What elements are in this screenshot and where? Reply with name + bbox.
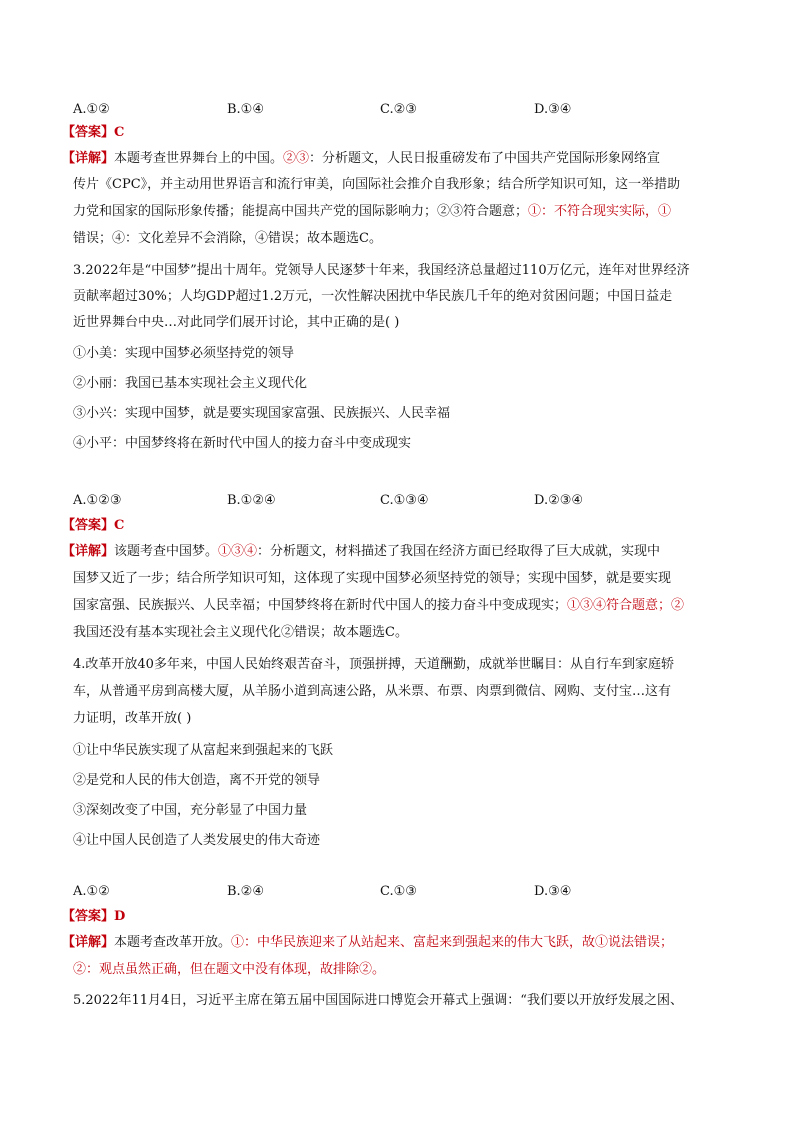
text-run: 传片《CPC》，并主动用世界语言和流行审美，向国际社会推介自我形象；结合所学知识可知，这一举措助 [73,177,681,192]
text-run: 力党和国家的国际形象传播；能提高中国共产党的国际影响力；②③符合题意； [73,204,529,219]
answer-label: 【答案】 [62,518,115,533]
q4-answer [62,908,712,926]
text-run: ①③④ [218,544,258,559]
text-run: ②③ [283,151,310,166]
q3-stem-line-0: 3.2022年是“中国梦”提出十周年。党领导人民逐梦十年来，我国经济总量超过110万亿元，连年对世界经济 [73,263,690,278]
q4-statement-3: ③深刻改变了中国，充分彰显了中国力量 [73,803,308,818]
q4-option-c: C.①③ [380,884,417,899]
text-run: 国家富强、民族振兴、人民幸福；中国梦终将在新时代中国人的接力奋斗中变成现实； [73,598,568,613]
q4-detail-line-1 [73,961,723,979]
q5-stem-line-0: 5.2022年11月4日，习近平主席在第五届中国国际进口博览会开幕式上强调：“我们要以开放纾发展之困、 [73,993,683,1008]
q3-detail-line-2 [73,597,723,615]
answer-label: 【答案】 [62,909,115,924]
q3-statement-1: ①小美：实现中国梦必须坚持党的领导 [73,346,295,361]
q3-detail-line-3 [73,624,723,642]
q2-answer [62,124,712,142]
text-run: ①③④符合题意；② [567,598,685,613]
text-run: 该题考查中国梦。 [114,544,219,559]
q3-stem-line-1: 贡献率超过30%；人均GDP超过1.2万元，一次性解决困扰中华民族几千年的绝对贫困问题；中国日益走 [73,289,673,304]
q3-option-d: D.②③④ [534,493,584,508]
text-run: 本题考查世界舞台上的中国。 [114,151,284,166]
q3-option-b: B.①②④ [227,493,276,508]
q3-option-c: C.①③④ [380,493,429,508]
text-run: ①：中华民族迎来了从站起来、富起来到强起来的伟大飞跃，故①说法错误； [231,935,674,950]
q4-detail-line-0 [62,934,712,952]
q2-detail-line-1 [73,176,723,194]
text-run: ①：不符合现实实际，① [528,204,672,219]
q2-detail-line-3 [73,230,723,248]
q3-answer [62,517,712,535]
q3-stem-line-2: 近世界舞台中央…对此同学们展开讨论，其中正确的是( ) [73,315,400,330]
answer-value: D [114,909,126,924]
q4-option-b: B.②④ [227,884,264,899]
q3-statement-3: ③小兴：实现中国梦，就是要实现国家富强、民族振兴、人民幸福 [73,406,451,421]
answer-value: C [114,125,125,140]
text-run: 国梦又近了一步；结合所学知识可知，这体现了实现中国梦必须坚持党的领导；实现中国梦，就是要实现 [73,571,672,586]
text-run: 我国还没有基本实现社会主义现代化②错误；故本题选C。 [73,625,408,640]
q4-option-d: D.③④ [534,884,572,899]
q4-statement-4: ④让中国人民创造了人类发展史的伟大奇迹 [73,833,321,848]
q3-detail-line-1 [73,570,723,588]
q2-option-a: A.①② [73,102,110,117]
q4-statement-1: ①让中华民族实现了从富起来到强起来的飞跃 [73,743,334,758]
text-run: 错误；④：文化差异不会消除，④错误；故本题选C。 [73,231,382,246]
q4-stem-line-1: 车，从普通平房到高楼大厦，从羊肠小道到高速公路，从米票、布票、肉票到微信、网购、支付宝…这有 [73,684,672,699]
answer-value: C [114,518,125,533]
answer-label: 【答案】 [62,125,115,140]
q2-detail-line-0 [62,150,712,168]
q3-statement-4: ④小平：中国梦终将在新时代中国人的接力奋斗中变成现实 [73,436,412,451]
q4-stem-line-2: 力证明，改革开放( ) [73,711,192,726]
q4-option-a: A.①② [73,884,110,899]
q3-statement-2: ②小丽：我国已基本实现社会主义现代化 [73,376,308,391]
q2-option-c: C.②③ [380,102,417,117]
q3-option-a: A.①②③ [73,493,122,508]
detail-label: 【详解】 [62,151,115,166]
q4-stem-line-0: 4.改革开放40多年来，中国人民始终艰苦奋斗，顶强拼搏，天道酬勤，成就举世瞩目：从自行车到家庭轿 [73,657,674,672]
q4-statement-2: ②是党和人民的伟大创造，离不开党的领导 [73,773,321,788]
q2-detail-line-2 [73,203,723,221]
text-run: 本题考查改革开放。 [114,935,232,950]
text-run: ②：观点虽然正确，但在题文中没有体现，故排除②。 [73,962,386,977]
text-run: ：分析题文，人民日报重磅发布了中国共产党国际形象网络宣 [309,151,661,166]
detail-label: 【详解】 [62,935,115,950]
detail-label: 【详解】 [62,544,115,559]
q2-option-d: D.③④ [534,102,572,117]
text-run: ：分析题文，材料描述了我国在经济方面已经取得了巨大成就，实现中 [257,544,661,559]
q2-option-b: B.①④ [227,102,264,117]
q3-detail-line-0 [62,543,712,561]
